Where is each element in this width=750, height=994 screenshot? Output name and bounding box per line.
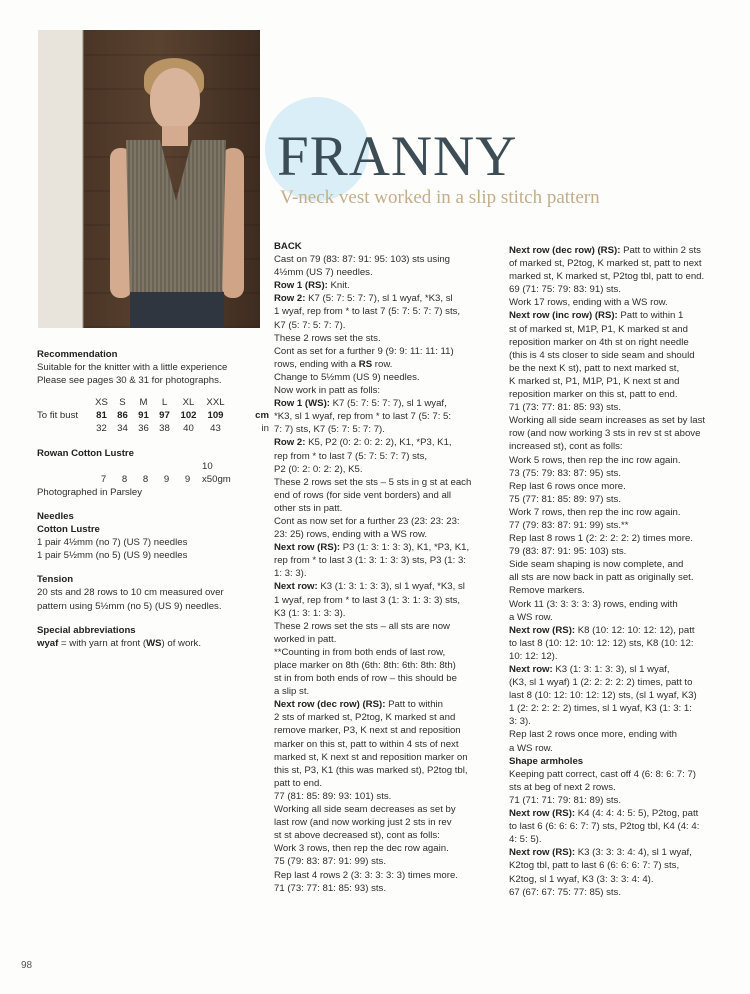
- abbrev-line: wyaf = with yarn at front (WS) of work.: [37, 637, 201, 649]
- text-line: marker on this st, patt to within 4 sts of next: [274, 738, 459, 750]
- model-head: [150, 68, 200, 130]
- in-unit: in: [261, 423, 269, 435]
- text-line: place marker on 8th (6th: 8th: 6th: 8th: 8th): [274, 660, 456, 671]
- text-line: **Counting in from both ends of last row,: [274, 646, 446, 658]
- text-line: Work 17 rows, ending with a WS row.: [509, 297, 668, 309]
- yarn-qty: 7: [100, 473, 107, 485]
- text-line: Next row: K3 (1: 3: 1: 3: 3), sl 1 wyaf,: [509, 664, 670, 675]
- text-line: st st above decreased st), cont as folls:: [274, 830, 440, 842]
- bust-label: To fit bust: [37, 410, 79, 422]
- right-column: [509, 244, 731, 899]
- yarn-qty: 8: [121, 473, 128, 485]
- needles-line: 1 pair 5½mm (no 5) (US 9) needles: [37, 550, 188, 562]
- page-title: FRANNY: [277, 125, 518, 188]
- text-line: to last 8 (10: 12: 10: 12: 12) sts, K8 (10: 12:: [509, 637, 694, 649]
- text-line: end of rows (for side vent borders) and all: [274, 489, 452, 501]
- text-line: Row 1 (RS): Knit.: [274, 280, 350, 292]
- text-line: Keeping patt correct, cast off 4 (6: 8: 6: 7: 7): [509, 768, 697, 780]
- text-line: row (and now working 3 sts in rev st st above: [509, 428, 701, 440]
- text-line: Next row (RS): K4 (4: 4: 4: 5: 5), P2tog, patt: [509, 808, 699, 820]
- text-line: 71 (71: 71: 79: 81: 89) sts.: [509, 794, 621, 806]
- text-line: These 2 rows set the sts – all sts are now: [274, 620, 450, 632]
- text-line: Cast on 79 (83: 87: 91: 95: 103) sts using: [274, 254, 450, 266]
- text-line: Work 11 (3: 3: 3: 3: 3) rows, ending with: [509, 598, 678, 610]
- text-line: 77 (79: 83: 87: 91: 99) sts.**: [509, 519, 629, 531]
- text-line: of marked st, P2tog, K marked st, patt to next: [509, 258, 702, 270]
- tension-line: pattern using 5½mm (no 5) (US 9) needles.: [37, 600, 222, 612]
- text-line: worked in patt.: [274, 633, 337, 645]
- text-line: Remove markers.: [509, 585, 585, 597]
- text-line: 23: 25) rows, ending with a WS row.: [274, 529, 428, 541]
- text-line: Working all side seam decreases as set by: [274, 804, 456, 816]
- text-line: increased st), cont as folls:: [509, 441, 623, 453]
- text-line: These 2 rows set the sts.: [274, 332, 381, 344]
- text-line: 71 (73: 77: 81: 85: 93) sts.: [509, 402, 621, 414]
- text-line: K marked st, P1, M1P, P1, K next st and: [509, 375, 680, 387]
- text-line: reposition marker on 4th st on right needle: [509, 336, 689, 348]
- text-line: to last 6 (6: 6: 6: 7: 7) sts, P2tog tbl, K4 (4: 4:: [509, 821, 700, 833]
- text-line: all sts are now back in patt as originally set.: [509, 572, 694, 584]
- model-neck: [162, 126, 188, 146]
- text-line: 69 (71: 75: 79: 83: 91) sts.: [509, 284, 621, 296]
- text-line: K7 (5: 7: 5: 7: 7).: [274, 319, 346, 331]
- text-line: 7: 7) sts, K7 (5: 7: 5: 7: 7).: [274, 424, 385, 436]
- text-line: 77 (81: 85: 89: 93: 101) sts.: [274, 790, 392, 802]
- model-skirt: [130, 292, 224, 328]
- yarn-note: Photographed in Parsley: [37, 486, 143, 498]
- text-line: other sts in patt.: [274, 502, 343, 514]
- needles-heading: Needles: [37, 510, 74, 522]
- page-subtitle: V-neck vest worked in a slip stitch pattern: [280, 187, 600, 208]
- text-line: Row 2: K7 (5: 7: 5: 7: 7), sl 1 wyaf, *K3, sl: [274, 293, 453, 305]
- tension-line: 20 sts and 28 rows to 10 cm measured over: [37, 587, 224, 599]
- text-line: K3 (1: 3: 1: 3: 3).: [274, 607, 346, 619]
- abbrev-heading: Special abbreviations: [37, 624, 136, 636]
- text-line: Next row (dec row) (RS): Patt to within 2 sts: [509, 245, 701, 256]
- text-line: Next row: K3 (1: 3: 1: 3: 3), sl 1 wyaf, *K3, sl: [274, 581, 465, 593]
- bust-in: 40: [183, 423, 194, 435]
- text-line: last row (and now working just 2 sts in rev: [274, 817, 452, 829]
- text-line: a WS row.: [509, 611, 553, 623]
- text-line: marked st, K next st and reposition marker on: [274, 751, 468, 763]
- text-line: Work 7 rows, then rep the inc row again.: [509, 506, 681, 518]
- bust-cm: 91: [138, 410, 149, 422]
- text-line: Next row (RS): P3 (1: 3: 1: 3: 3), K1, *P3, K1,: [274, 542, 470, 554]
- yarn-qty: 10 x50gm: [202, 460, 231, 485]
- text-line: 1: 3: 3).: [274, 568, 307, 580]
- left-column: [37, 348, 269, 650]
- yarn-qty: 8: [142, 473, 149, 485]
- text-line: Row 2: K5, P2 (0: 2: 0: 2: 2), K1, *P3, K1,: [274, 437, 452, 449]
- text-line: 75 (79: 83: 87: 91: 99) sts.: [274, 856, 386, 868]
- text-line: patt to end.: [274, 777, 323, 789]
- bust-in: 32: [96, 423, 107, 435]
- text-line: Row 1 (WS): K7 (5: 7: 5: 7: 7), sl 1 wyaf,: [274, 398, 447, 410]
- text-line: These 2 rows set the sts – 5 sts in g st at each: [274, 476, 472, 488]
- text-line: 73 (75: 79: 83: 87: 95) sts.: [509, 467, 621, 479]
- text-line: Work 5 rows, then rep the inc row again.: [509, 454, 681, 466]
- model-right-arm: [222, 148, 244, 298]
- yarn-qty: 9: [184, 473, 191, 485]
- text-line: remove marker, P3, K next st and reposition: [274, 725, 461, 737]
- bust-cm: 109: [207, 410, 224, 422]
- text-line: Next row (dec row) (RS): Patt to within: [274, 699, 443, 711]
- cm-unit: cm: [255, 410, 269, 422]
- yarn-heading: Rowan Cotton Lustre: [37, 447, 134, 459]
- text-line: 4: 5: 5).: [509, 834, 542, 846]
- text-line: 1 wyaf, rep from * to last 7 (5: 7: 5: 7: 7) sts,: [274, 306, 461, 318]
- text-line: Side seam shaping is now complete, and: [509, 559, 684, 571]
- bust-cm: 102: [180, 410, 197, 422]
- text-line: 67 (67: 67: 75: 77: 85) sts.: [509, 886, 621, 898]
- text-line: this st, P3, K1 (this was marked st), P2tog tbl,: [274, 764, 468, 776]
- yarn-quantities: [37, 460, 269, 486]
- size-label: M: [139, 397, 148, 409]
- text-line: K2tog tbl, patt to last 6 (6: 6: 6: 7: 7) sts,: [509, 860, 680, 872]
- bust-in: 34: [117, 423, 128, 435]
- bust-cm: 97: [159, 410, 170, 422]
- size-table: [37, 396, 269, 435]
- size-label: XL: [182, 397, 195, 409]
- text-line: Next row (RS): K3 (3: 3: 3: 4: 4), sl 1 wyaf,: [509, 847, 692, 859]
- text-line: (K3, sl 1 wyaf) 1 (2: 2: 2: 2: 2) times, patt to: [509, 677, 693, 689]
- text-line: 10: 12: 12).: [509, 650, 558, 662]
- yarn-qty: 9: [163, 473, 170, 485]
- text-line: 3: 3).: [509, 716, 531, 728]
- text-line: rep from * to last 7 (5: 7: 5: 7: 7) sts,: [274, 450, 428, 462]
- size-label: S: [119, 397, 126, 409]
- model-photo: [38, 30, 260, 328]
- text-line: Work 3 rows, then rep the dec row again.: [274, 843, 449, 855]
- text-line: Rep last 4 rows 2 (3: 3: 3: 3: 3) times more.: [274, 869, 458, 881]
- text-line: reposition marker on this st, patt to end.: [509, 389, 678, 401]
- text-line: Next row (inc row) (RS): Patt to within 1: [509, 310, 684, 322]
- text-line: Rep last 2 rows once more, ending with: [509, 729, 677, 741]
- back-heading: BACK: [274, 241, 302, 252]
- text-line: 1 (2: 2: 2: 2: 2) times, sl 1 wyaf, K3 (1: 3: 1:: [509, 703, 692, 715]
- text-line: sts at beg of next 2 rows.: [509, 781, 616, 793]
- recommendation-line: Please see pages 30 & 31 for photographs.: [37, 375, 222, 387]
- text-line: Now work in patt as folls:: [274, 385, 381, 397]
- text-line: a slip st.: [274, 686, 310, 698]
- text-line: last 8 (10: 12: 10: 12: 12) sts, (sl 1 wyaf, K3): [509, 690, 697, 702]
- needles-line: 1 pair 4½mm (no 7) (US 7) needles: [37, 537, 188, 549]
- text-line: Change to 5½mm (US 9) needles.: [274, 371, 420, 383]
- recommendation-line: Suitable for the knitter with a little experience: [37, 362, 228, 374]
- needles-subheading: Cotton Lustre: [37, 524, 100, 536]
- tension-heading: Tension: [37, 574, 74, 586]
- text-line: 2 sts of marked st, P2tog, K marked st and: [274, 712, 456, 724]
- text-line: K2tog, sl 1 wyaf, K3 (3: 3: 3: 4: 4).: [509, 873, 654, 885]
- abbrev-term: wyaf: [37, 637, 59, 649]
- text-line: marked st, K marked st, P2tog tbl, patt to end.: [509, 271, 705, 283]
- recommendation-heading: Recommendation: [37, 349, 118, 360]
- bust-in: 38: [159, 423, 170, 435]
- text-line: Rep last 6 rows once more.: [509, 480, 626, 492]
- text-line: (this is 4 sts closer to side seam and should: [509, 349, 695, 361]
- bust-cm: 81: [96, 410, 107, 422]
- text-line: *K3, sl 1 wyaf, rep from * to last 7 (5: 7: 5:: [274, 411, 452, 423]
- text-line: rows, ending with a RS row.: [274, 358, 393, 370]
- text-line: 1 wyaf, rep from * to last 3 (1: 3: 1: 3: 3) sts,: [274, 594, 461, 606]
- text-line: Cont as now set for a further 23 (23: 23: 23:: [274, 515, 460, 527]
- page-number: 98: [21, 960, 33, 971]
- size-label: XS: [95, 397, 108, 409]
- text-line: st of marked st, M1P, P1, K marked st and: [509, 323, 688, 335]
- size-label: XXL: [206, 397, 225, 409]
- text-line: Working all side seam increases as set by last: [509, 415, 706, 427]
- text-line: rep from * to last 3 (1: 3: 1: 3: 3) sts, P3 (1: 3:: [274, 555, 466, 567]
- text-line: 75 (77: 81: 85: 89: 97) sts.: [509, 493, 621, 505]
- bust-in: 43: [210, 423, 221, 435]
- text-line: 79 (83: 87: 91: 95: 103) sts.: [509, 546, 627, 558]
- text-line: be the next K st), patt to next marked st,: [509, 362, 680, 374]
- size-label: L: [161, 397, 168, 409]
- text-line: a WS row.: [509, 742, 553, 754]
- text-line: st in from both ends of row – this should be: [274, 673, 457, 685]
- text-line: 71 (73: 77: 81: 85: 93) sts.: [274, 882, 386, 894]
- text-line: P2 (0: 2: 0: 2: 2), K5.: [274, 463, 363, 475]
- middle-column: [274, 240, 498, 895]
- text-line: 4½mm (US 7) needles.: [274, 267, 373, 279]
- bust-in: 36: [138, 423, 149, 435]
- armholes-heading: Shape armholes: [509, 755, 584, 767]
- text-line: Next row (RS): K8 (10: 12: 10: 12: 12), patt: [509, 624, 695, 636]
- text-line: Rep last 8 rows 1 (2: 2: 2: 2: 2) times more.: [509, 533, 693, 545]
- text-line: Cont as set for a further 9 (9: 9: 11: 11: 11): [274, 345, 454, 357]
- bust-cm: 86: [117, 410, 128, 422]
